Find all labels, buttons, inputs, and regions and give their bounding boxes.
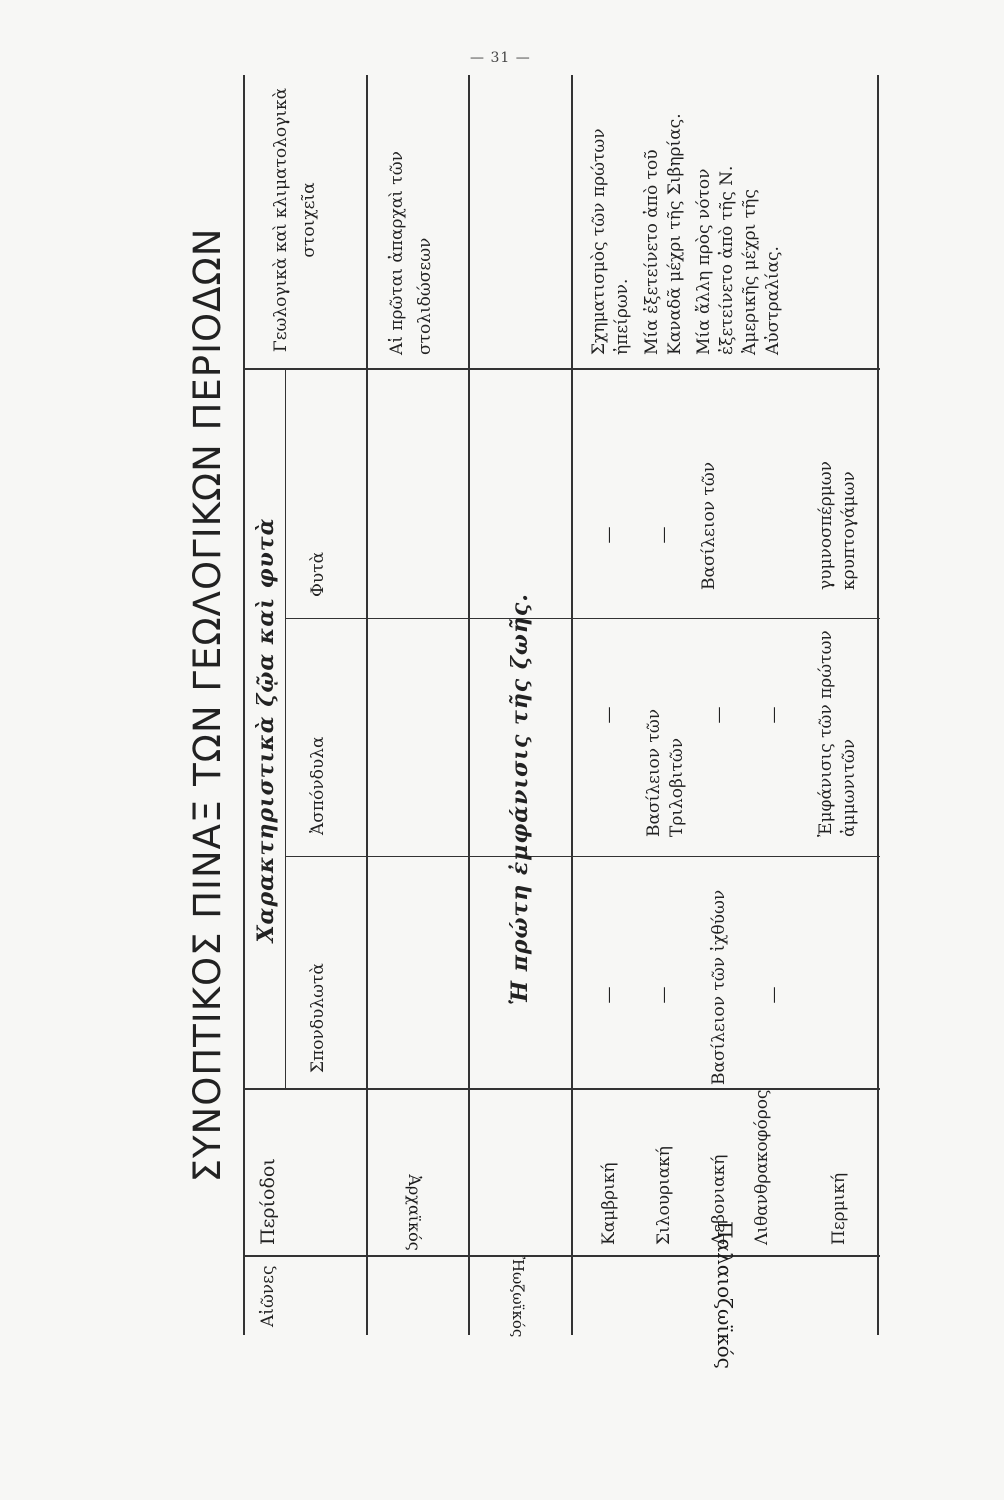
rule-top bbox=[243, 75, 245, 1335]
silurian-vertebrates: — bbox=[654, 986, 674, 1004]
era-eozoic: Ἠωζωϊκός bbox=[509, 1257, 527, 1338]
rule-bottom bbox=[877, 75, 879, 1335]
period-permian: Περμική bbox=[829, 1172, 849, 1245]
header-eras: Αἰῶνες bbox=[258, 1265, 278, 1327]
archaic-geology: Αἱ πρῶται ἀπαρχαὶ τῶν στολιδώσεων bbox=[387, 151, 435, 355]
carboniferous-invertebrates: — bbox=[764, 706, 784, 724]
period-devonian: Δεβονιακή bbox=[709, 1154, 729, 1245]
header-vertebrates: Σπονδυλωτὰ bbox=[308, 963, 328, 1073]
rotated-table-block bbox=[180, 75, 880, 1369]
rule-header-bottom bbox=[366, 75, 368, 1335]
era-archaic: Ἀρχαϊκός bbox=[405, 1174, 424, 1251]
cambrian-geology: Σχηματισμὸς τῶν πρώτων ἠπείρων. bbox=[589, 128, 632, 355]
silurian-invertebrates: Βασίλειον τῶν Τριλοβιτῶν bbox=[644, 708, 687, 837]
silurian-plants: — bbox=[654, 526, 674, 544]
cambrian-invertebrates: — bbox=[599, 706, 619, 724]
header-invertebrates: Ἀσπόνδυλα bbox=[308, 736, 328, 835]
rule-col-eras bbox=[243, 1256, 880, 1258]
header-periods: Περίοδοι bbox=[257, 1158, 279, 1245]
devonian-plants: Βασίλειον τῶν bbox=[699, 461, 719, 590]
period-silurian: Σιλουριακή bbox=[654, 1146, 674, 1245]
header-characteristic: Χαρακτηριστικὰ ζῷα καὶ φυτὰ bbox=[253, 517, 279, 943]
devonian-invertebrates: — bbox=[709, 706, 729, 724]
carboniferous-vertebrates: — bbox=[764, 986, 784, 1004]
permian-plants: γυμνοσπέρμων κρυπτογάμων bbox=[816, 461, 859, 590]
rule-subheader bbox=[285, 370, 286, 1090]
rule-col-plants bbox=[243, 369, 880, 371]
era-palaeozoic: Παλαιοζωϊκός bbox=[713, 1221, 737, 1369]
cambrian-vertebrates: — bbox=[599, 986, 619, 1004]
rule-archaic-bottom bbox=[468, 75, 470, 1335]
rule-col-invertebrates-lower bbox=[571, 618, 880, 619]
header-geology: Γεωλογικὰ καὶ κλιματολογικὰ στοιχεῖα bbox=[271, 87, 319, 353]
devonian-vertebrates: Βασίλειον τῶν ἰχθύων bbox=[709, 889, 729, 1085]
silurian-geology: Μία ἐξετείνετο ἀπὸ τοῦ Καναδᾶ μέχρι τῆς Σιβηρίας. bbox=[642, 113, 685, 355]
rule-eozoic-bottom bbox=[571, 75, 573, 1335]
cambrian-plants: — bbox=[599, 526, 619, 544]
period-carboniferous: Λιθανθρακοφόρος bbox=[752, 1089, 772, 1245]
devonian-geology: Μία ἄλλη πρὸς νότον ἐξετείνετο ἀπὸ τῆς Ν. Ἀμερικῆς μέχρι τῆς Αὐστραλίας. bbox=[694, 165, 783, 355]
geological-periods-table bbox=[243, 75, 880, 1369]
permian-invertebrates: Ἐμφάνισις τῶν πρώτων ἀμμωνιτῶν bbox=[816, 630, 859, 837]
eozoic-span-text: Ἡ πρώτη ἐμφάνισις τῆς ζωῆς. bbox=[507, 593, 533, 1005]
period-cambrian: Καμβρική bbox=[599, 1162, 619, 1245]
page-number: — 31 — bbox=[470, 50, 531, 66]
table-title: ΣΥΝΟΠΤΙΚΟΣ ΠΙΝΑΞ ΤΩΝ ΓΕΩΛΟΓΙΚΩΝ ΠΕΡΙΟΔΩΝ bbox=[186, 227, 229, 1183]
rule-col-periods bbox=[243, 1089, 880, 1091]
header-plants: Φυτὰ bbox=[308, 551, 328, 597]
rule-col-vertebrates-lower bbox=[571, 856, 880, 857]
